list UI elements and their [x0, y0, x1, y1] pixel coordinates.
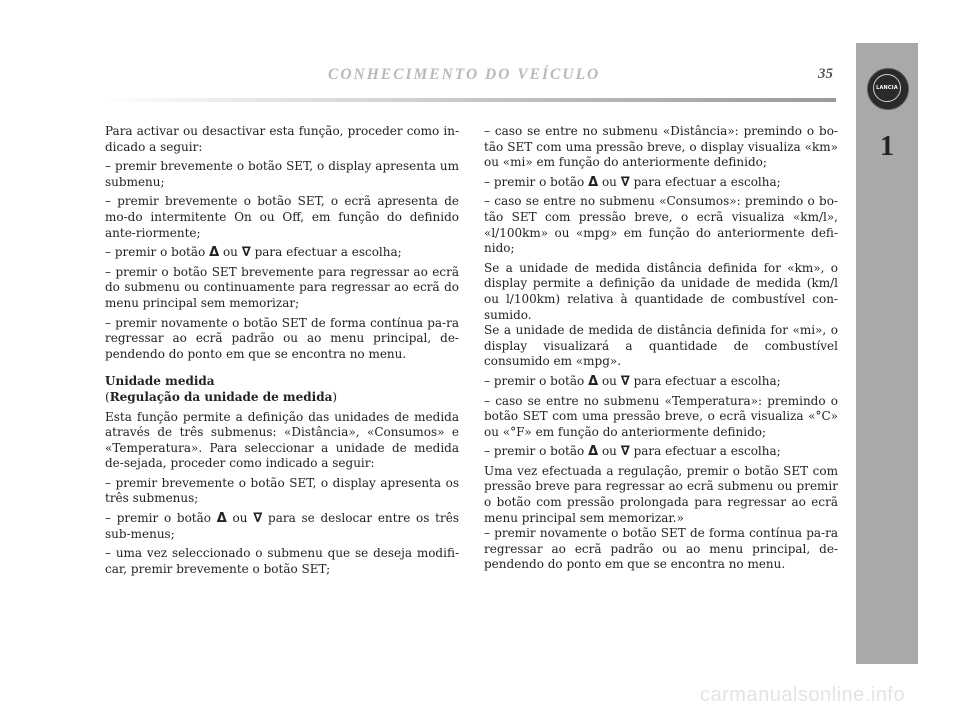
section-subheading: (Regulação da unidade de medida) — [105, 389, 338, 404]
lancia-logo — [867, 68, 909, 110]
chapter-number: 1 — [880, 131, 894, 162]
paragraph: – premir o botão Δ ou ∇ para efectuar a escolha; — [484, 373, 781, 389]
watermark: carmanualsonline.info — [700, 684, 906, 706]
up-arrow-icon: Δ — [216, 511, 227, 527]
paragraph: – premir brevemente o botão SET, o display apresenta um submenu; — [105, 159, 459, 189]
header-divider — [103, 98, 836, 102]
paragraph: Uma vez efectuada a regulação, premir o botão SET com pressão breve para regressar ao ecrã submenu ou premir o botão com pressão prolongada para regressar ao ecrã menu principal sem memorizar.» — [484, 463, 838, 525]
down-arrow-icon: ∇ — [620, 174, 630, 190]
up-arrow-icon: Δ — [588, 444, 599, 460]
section-heading: Unidade medida — [105, 374, 215, 389]
paragraph: – uma vez seleccionado o submenu que se deseja modifi-car, premir brevemente o botão SET; — [105, 546, 459, 576]
paragraph: – premir novamente o botão SET de forma contínua pa-ra regressar ao ecrã padrão ou ao menu principal, de-pendendo do ponto em que se encontra no menu. — [105, 315, 459, 361]
page-number: 35 — [818, 66, 833, 82]
paragraph: – premir o botão Δ ou ∇ para efectuar a escolha; — [484, 444, 781, 460]
paragraph: – premir brevemente o botão SET, o display apresenta os três submenus; — [105, 475, 459, 506]
paragraph: – caso se entre no submenu «Consumos»: premindo o bo-tão SET com pressão breve, o ecrã visualiza «km/l», «l/100km» ou «mpg» em função do anteriormente defi-nido; — [484, 194, 838, 256]
up-arrow-icon: Δ — [588, 174, 599, 190]
down-arrow-icon: ∇ — [241, 245, 251, 261]
paragraph: Se a unidade de medida de distância definida for «mi», o display visualizará a quantidade de combustível consumido em «mpg». — [484, 323, 838, 369]
paragraph: – caso se entre no submenu «Temperatura»: premindo o botão SET com uma pressão breve, o ecrã visualiza «°C» ou «°F» em função do anteriormente definido; — [484, 393, 838, 439]
paragraph: Esta função permite a definição das unidades de medida através de três submenus: «Distância», «Consumos» e «Temperatura». Para seleccionar a unidade de medida de-sejada, proceder como indicado a seguir: — [105, 409, 459, 471]
up-arrow-icon: Δ — [588, 373, 599, 389]
section-title: CONHECIMENTO DO VEÍCULO — [328, 66, 601, 83]
paragraph: Para activar ou desactivar esta função, proceder como in-dicado a seguir: — [105, 124, 459, 154]
left-column — [105, 124, 459, 581]
paragraph: – premir o botão Δ ou ∇ para se deslocar entre os três sub-menus; — [105, 511, 459, 541]
paragraph: – premir o botão Δ ou ∇ para efectuar a escolha; — [484, 174, 781, 190]
down-arrow-icon: ∇ — [620, 444, 630, 460]
down-arrow-icon: ∇ — [253, 511, 263, 527]
paragraph: Se a unidade de medida distância definida for «km», o display permite a definição da unidade de medida (km/l ou l/100km) relativa à quantidade de combustível con-sumido. — [484, 260, 838, 322]
paragraph: – caso se entre no submenu «Distância»: premindo o bo-tão SET com uma pressão breve, o display visualiza «km» ou «mi» em função do anteriormente definido; — [484, 124, 838, 170]
paragraph: – premir brevemente o botão SET, o ecrã apresenta de mo-do intermitente On ou Off, em função do definido ante-riormente; — [105, 194, 459, 240]
paragraph: – premir novamente o botão SET de forma contínua pa-ra regressar ao ecrã padrão ou ao menu principal, de-pendendo do ponto em que se encontra no menu. — [484, 526, 838, 572]
right-column — [484, 124, 838, 577]
paragraph: – premir o botão Δ ou ∇ para efectuar a escolha; — [105, 245, 402, 261]
up-arrow-icon: Δ — [209, 245, 220, 261]
down-arrow-icon: ∇ — [620, 373, 630, 389]
lancia-logo-text: LANCIA — [873, 74, 901, 102]
paragraph: – premir o botão SET brevemente para regressar ao ecrã do submenu ou continuamente para regressar ao ecrã do menu principal sem memorizar; — [105, 264, 459, 310]
